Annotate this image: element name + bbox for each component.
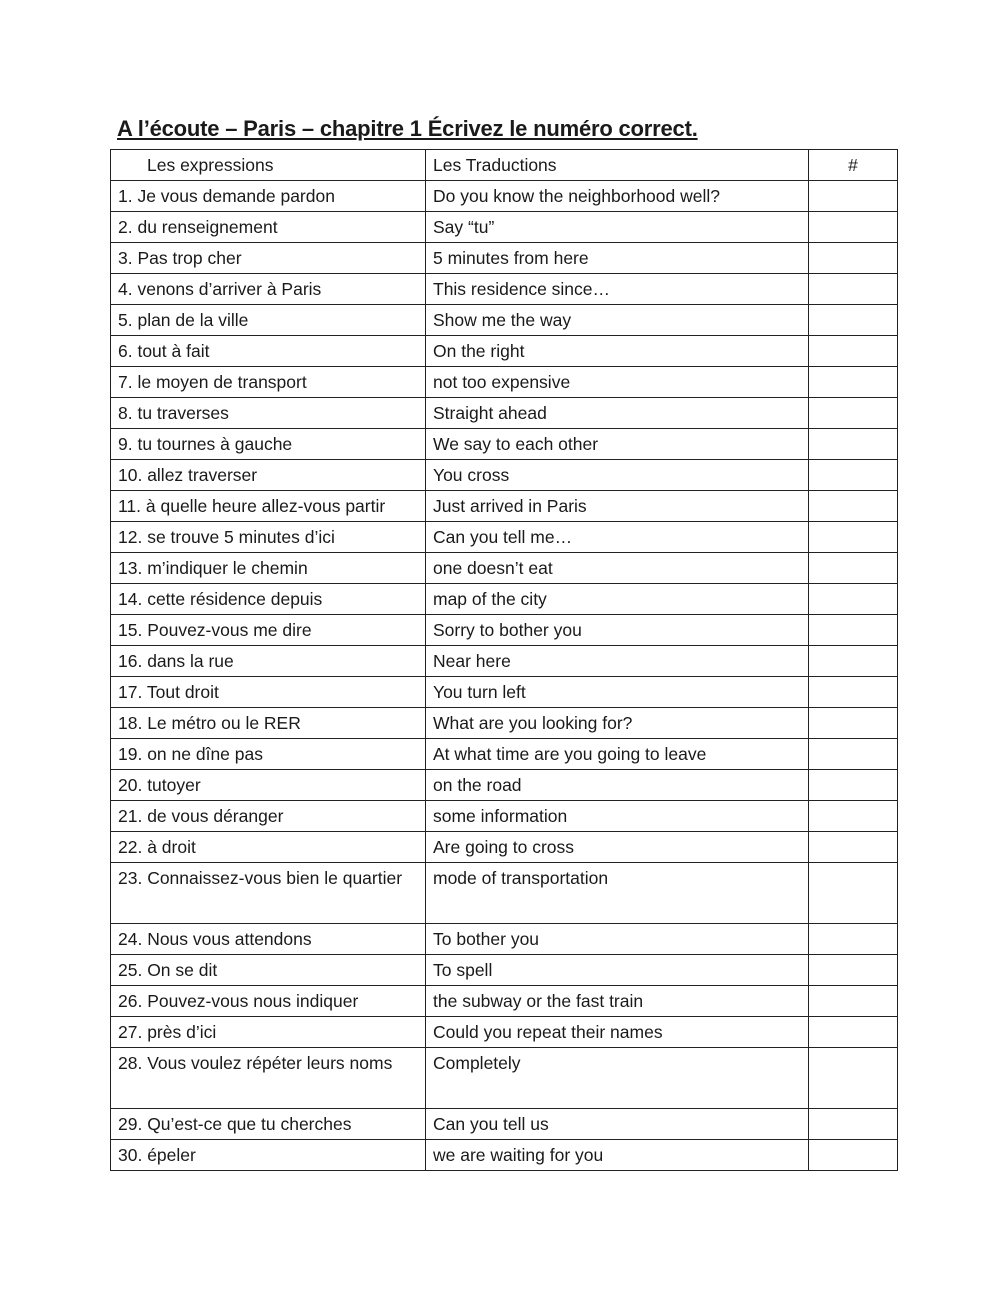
answer-number-cell[interactable]: [809, 491, 898, 522]
translation-cell: You cross: [426, 460, 809, 491]
translation-cell: Sorry to bother you: [426, 615, 809, 646]
header-number: #: [809, 150, 898, 181]
answer-number-cell[interactable]: [809, 522, 898, 553]
translation-cell: At what time are you going to leave: [426, 739, 809, 770]
translation-cell: not too expensive: [426, 367, 809, 398]
answer-number-cell[interactable]: [809, 460, 898, 491]
answer-number-cell[interactable]: [809, 924, 898, 955]
table-row: [111, 863, 898, 924]
table-row: [111, 305, 898, 336]
expression-cell: 5. plan de la ville: [111, 305, 426, 336]
table-row: [111, 491, 898, 522]
expression-cell: 28. Vous voulez répéter leurs noms: [111, 1048, 426, 1109]
translation-cell: Can you tell me…: [426, 522, 809, 553]
translation-cell: Just arrived in Paris: [426, 491, 809, 522]
answer-number-cell[interactable]: [809, 1109, 898, 1140]
header-expressions: Les expressions: [111, 150, 426, 181]
answer-number-cell[interactable]: [809, 429, 898, 460]
header-translations: Les Traductions: [426, 150, 809, 181]
translation-cell: To bother you: [426, 924, 809, 955]
translation-cell: the subway or the fast train: [426, 986, 809, 1017]
expression-cell: 26. Pouvez-vous nous indiquer: [111, 986, 426, 1017]
answer-number-cell[interactable]: [809, 770, 898, 801]
table-row: [111, 770, 898, 801]
table-row: [111, 739, 898, 770]
translation-cell: Do you know the neighborhood well?: [426, 181, 809, 212]
translation-cell: This residence since…: [426, 274, 809, 305]
table-row: [111, 460, 898, 491]
answer-number-cell[interactable]: [809, 739, 898, 770]
translation-cell: Show me the way: [426, 305, 809, 336]
expression-cell: 6. tout à fait: [111, 336, 426, 367]
expression-cell: 14. cette résidence depuis: [111, 584, 426, 615]
expression-cell: 21. de vous déranger: [111, 801, 426, 832]
table-row: [111, 336, 898, 367]
translation-cell: one doesn’t eat: [426, 553, 809, 584]
translation-cell: mode of transportation: [426, 863, 809, 924]
answer-number-cell[interactable]: [809, 986, 898, 1017]
translation-cell: Completely: [426, 1048, 809, 1109]
expression-cell: 19. on ne dîne pas: [111, 739, 426, 770]
expression-cell: 7. le moyen de transport: [111, 367, 426, 398]
translation-cell: we are waiting for you: [426, 1140, 809, 1171]
answer-number-cell[interactable]: [809, 212, 898, 243]
table-row: [111, 708, 898, 739]
answer-number-cell[interactable]: [809, 832, 898, 863]
translation-cell: You turn left: [426, 677, 809, 708]
translation-cell: Could you repeat their names: [426, 1017, 809, 1048]
answer-number-cell[interactable]: [809, 863, 898, 924]
table-row: [111, 615, 898, 646]
expression-cell: 10. allez traverser: [111, 460, 426, 491]
translation-cell: We say to each other: [426, 429, 809, 460]
expression-cell: 25. On se dit: [111, 955, 426, 986]
answer-number-cell[interactable]: [809, 336, 898, 367]
expression-cell: 17. Tout droit: [111, 677, 426, 708]
answer-number-cell[interactable]: [809, 708, 898, 739]
expression-cell: 2. du renseignement: [111, 212, 426, 243]
translation-cell: What are you looking for?: [426, 708, 809, 739]
table-row: [111, 1140, 898, 1171]
table-row: [111, 522, 898, 553]
table-row: [111, 832, 898, 863]
table-row: [111, 429, 898, 460]
answer-number-cell[interactable]: [809, 553, 898, 584]
expression-cell: 23. Connaissez-vous bien le quartier: [111, 863, 426, 924]
translation-cell: On the right: [426, 336, 809, 367]
answer-number-cell[interactable]: [809, 243, 898, 274]
expression-cell: 24. Nous vous attendons: [111, 924, 426, 955]
expression-cell: 30. épeler: [111, 1140, 426, 1171]
answer-number-cell[interactable]: [809, 646, 898, 677]
translation-cell: Straight ahead: [426, 398, 809, 429]
worksheet-title: A l’écoute – Paris – chapitre 1 Écrivez le numéro correct.: [117, 116, 698, 141]
table-row: [111, 274, 898, 305]
answer-number-cell[interactable]: [809, 305, 898, 336]
table-row: [111, 955, 898, 986]
answer-number-cell[interactable]: [809, 1017, 898, 1048]
answer-number-cell[interactable]: [809, 584, 898, 615]
expression-cell: 1. Je vous demande pardon: [111, 181, 426, 212]
expression-cell: 16. dans la rue: [111, 646, 426, 677]
expression-cell: 3. Pas trop cher: [111, 243, 426, 274]
expression-cell: 9. tu tournes à gauche: [111, 429, 426, 460]
expression-cell: 27. près d’ici: [111, 1017, 426, 1048]
translation-cell: Are going to cross: [426, 832, 809, 863]
table-row: [111, 1109, 898, 1140]
answer-number-cell[interactable]: [809, 615, 898, 646]
table-row: [111, 924, 898, 955]
expression-cell: 13. m’indiquer le chemin: [111, 553, 426, 584]
expression-cell: 20. tutoyer: [111, 770, 426, 801]
table-row: [111, 1017, 898, 1048]
expression-cell: 18. Le métro ou le RER: [111, 708, 426, 739]
matching-table: [110, 149, 898, 1171]
expression-cell: 22. à droit: [111, 832, 426, 863]
translation-cell: Can you tell us: [426, 1109, 809, 1140]
table-row: [111, 646, 898, 677]
expression-cell: 8. tu traverses: [111, 398, 426, 429]
expression-cell: 29. Qu’est-ce que tu cherches: [111, 1109, 426, 1140]
table-row: [111, 986, 898, 1017]
table-row: [111, 212, 898, 243]
translation-cell: map of the city: [426, 584, 809, 615]
table-row: [111, 553, 898, 584]
expression-cell: 4. venons d’arriver à Paris: [111, 274, 426, 305]
answer-number-cell[interactable]: [809, 181, 898, 212]
table-row: [111, 367, 898, 398]
answer-number-cell[interactable]: [809, 955, 898, 986]
expression-cell: 11. à quelle heure allez-vous partir: [111, 491, 426, 522]
table-row: [111, 801, 898, 832]
translation-cell: Near here: [426, 646, 809, 677]
table-body: [111, 181, 898, 1171]
answer-number-cell[interactable]: [809, 1140, 898, 1171]
translation-cell: To spell: [426, 955, 809, 986]
expression-cell: 12. se trouve 5 minutes d’ici: [111, 522, 426, 553]
translation-cell: some information: [426, 801, 809, 832]
table-row: [111, 1048, 898, 1109]
table-row: [111, 677, 898, 708]
answer-number-cell[interactable]: [809, 398, 898, 429]
answer-number-cell[interactable]: [809, 274, 898, 305]
translation-cell: 5 minutes from here: [426, 243, 809, 274]
table-row: [111, 243, 898, 274]
table-row: [111, 584, 898, 615]
translation-cell: Say “tu”: [426, 212, 809, 243]
answer-number-cell[interactable]: [809, 801, 898, 832]
table-row: [111, 398, 898, 429]
answer-number-cell[interactable]: [809, 367, 898, 398]
translation-cell: on the road: [426, 770, 809, 801]
expression-cell: 15. Pouvez-vous me dire: [111, 615, 426, 646]
answer-number-cell[interactable]: [809, 1048, 898, 1109]
answer-number-cell[interactable]: [809, 677, 898, 708]
table-row: [111, 181, 898, 212]
table-header-row: [111, 150, 898, 181]
